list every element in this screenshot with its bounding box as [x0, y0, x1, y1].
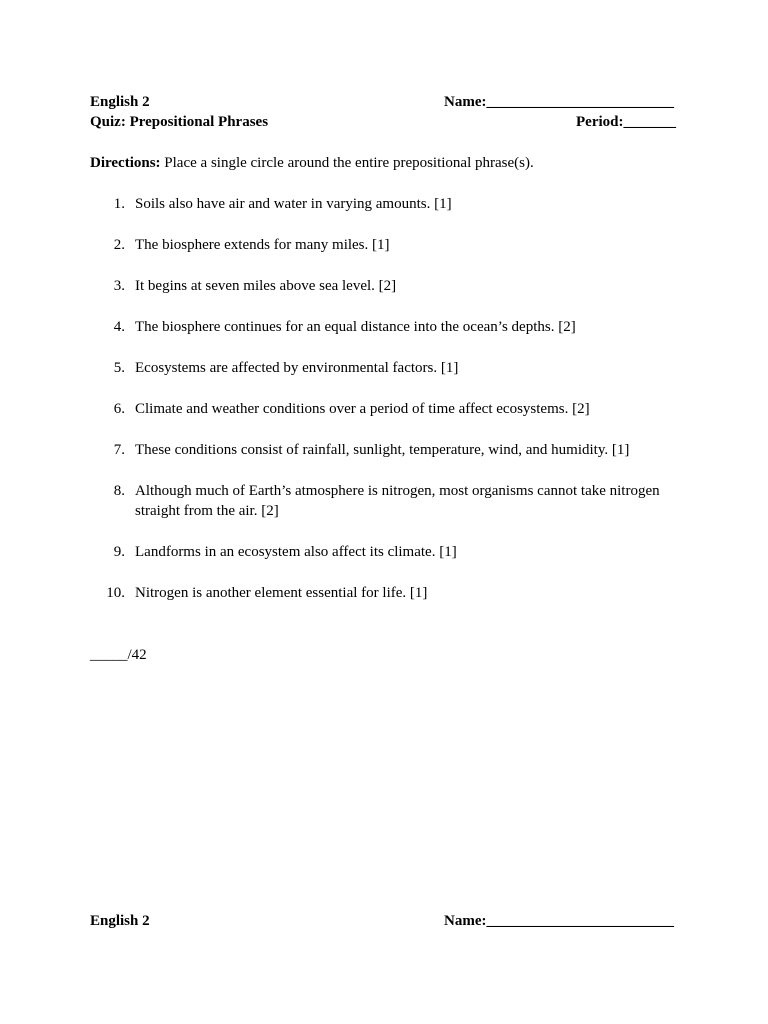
question-text: It begins at seven miles above sea level. [2]: [135, 278, 397, 294]
score-total: _____/42: [90, 647, 147, 663]
question-number: 9.: [113, 544, 125, 560]
question-item: [90, 276, 680, 296]
quiz-title: Quiz: Prepositional Phrases: [90, 114, 269, 130]
directions: [90, 153, 690, 173]
question-text: Climate and weather conditions over a period of time affect ecosystems. [2]: [135, 401, 590, 417]
question-item: [90, 317, 680, 337]
question-text: Landforms in an ecosystem also affect its climate. [1]: [135, 544, 457, 560]
question-number: 5.: [113, 360, 125, 376]
question-item: [90, 583, 680, 603]
directions-label: Directions:: [90, 155, 161, 171]
period-field-label: Period:_______: [576, 114, 676, 130]
course-title: English 2: [90, 913, 150, 929]
question-number: 6.: [113, 401, 125, 417]
question-text: Ecosystems are affected by environmental factors. [1]: [135, 360, 459, 376]
question-text: These conditions consist of rainfall, sunlight, temperature, wind, and humidity. [1]: [135, 442, 630, 458]
name-field-label: Name:_________________________: [444, 913, 674, 929]
directions-text: Place a single circle around the entire prepositional phrase(s).: [160, 155, 534, 171]
question-number: 3.: [113, 278, 125, 294]
question-text: Nitrogen is another element essential for life. [1]: [135, 585, 428, 601]
question-item: [90, 440, 680, 460]
question-text: The biosphere continues for an equal distance into the ocean’s depths. [2]: [135, 319, 576, 335]
question-number: 2.: [113, 237, 125, 253]
question-text: The biosphere extends for many miles. [1]: [135, 237, 390, 253]
question-number: 10.: [106, 585, 125, 601]
question-item: [90, 542, 680, 562]
header-row-quiz-period: [90, 112, 678, 132]
question-item: [90, 481, 680, 521]
second-header-row: [90, 911, 678, 931]
question-number: 1.: [113, 196, 125, 212]
question-number: 8.: [113, 483, 125, 499]
question-item: [90, 235, 680, 255]
header-row-course-name: [90, 92, 678, 112]
question-list: [90, 194, 680, 624]
question-number: 4.: [113, 319, 125, 335]
name-field-label: Name:_________________________: [444, 94, 674, 110]
question-item: [90, 194, 680, 214]
question-item: [90, 358, 680, 378]
question-number: 7.: [113, 442, 125, 458]
question-text: Although much of Earth’s atmosphere is nitrogen, most organisms cannot take nitrogen straight from the air. [2]: [135, 483, 660, 519]
question-text: Soils also have air and water in varying amounts. [1]: [135, 196, 452, 212]
course-title: English 2: [90, 94, 150, 110]
question-item: [90, 399, 680, 419]
